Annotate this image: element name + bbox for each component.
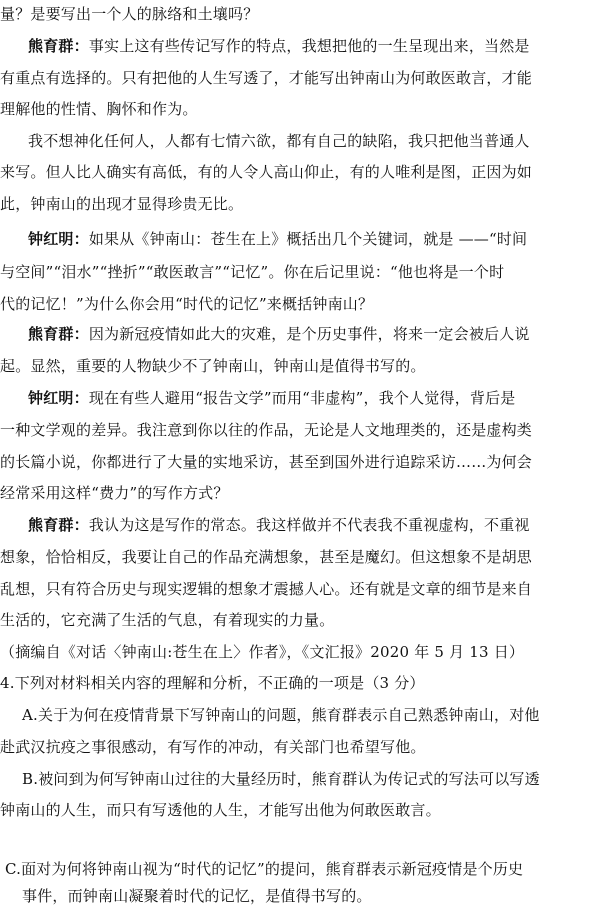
source-citation: （摘编自《对话〈钟南山:苍生在上〉作者》，《文汇报》2020 年 5 月 13 日） <box>0 643 525 661</box>
text-line: 我不想神化任何人，人都有七情六欲，都有自己的缺陷，我只把他当普通人 <box>28 132 530 150</box>
text-line: 经常采用这样“费力”的写作方式？ <box>0 484 229 502</box>
text-line: 生活的，它充满了生活的气息，有着现实的力量。 <box>0 611 335 629</box>
question-stem: 4.下列对材料相关内容的理解和分析，不正确的一项是（3 分） <box>0 674 425 692</box>
option-c-continued: 事件，而钟南山凝聚着时代的记忆，是值得书写的。 <box>22 887 372 905</box>
text-line: 来写。但人比人确实有高低，有的人令人高山仰止，有的人唯利是图，正因为如 <box>0 163 533 181</box>
speaker-label: 熊育群： <box>28 325 89 343</box>
speaker-label: 熊育群： <box>28 516 89 534</box>
speaker-label: 钟红明： <box>28 230 89 248</box>
text-line: 乱想，只有符合历史与现实逻辑的想象才震撼人心。还有就是文章的细节是来自 <box>0 580 533 598</box>
option-b: B.被问到为何写钟南山过往的大量经历时，熊育群认为传记式的写法可以写透 <box>22 770 540 788</box>
text-line: 代的记忆！”为什么你会用“时代的记忆”来概括钟南山？ <box>0 295 374 313</box>
speaker-label: 熊育群： <box>28 37 89 55</box>
option-c: C.面对为何将钟南山视为“时代的记忆”的提问，熊育群表示新冠疫情是个历史 <box>5 860 524 878</box>
option-b-continued: 钟南山的人生，而只有写透他的人生，才能写出他为何敢医敢言。 <box>0 801 441 819</box>
text-line: 有重点有选择的。只有把他的人生写透了，才能写出钟南山为何敢医敢言，才能 <box>0 69 533 87</box>
text-line: 的长篇小说，你都进行了大量的实地采访，甚至到国外进行追踪采访……为何会 <box>0 453 533 471</box>
option-a: A.关于为何在疫情背景下写钟南山的问题，熊育群表示自己熟悉钟南山，对他 <box>22 706 540 724</box>
dialogue-line: 钟红明：现在有些人避用“报告文学”而用“非虚构”，我个人觉得，背后是 <box>28 389 516 407</box>
text-line: 量？是要写出一个人的脉络和土壤吗？ <box>0 5 259 23</box>
option-a-continued: 赴武汉抗疫之事很感动，有写作的冲动，有关部门也希望写他。 <box>0 738 426 756</box>
text-line: 与空间”“泪水”“挫折”“敢医敢言”“记忆”。你在后记里说：“他也将是一个时 <box>0 263 505 281</box>
dialogue-line: 钟红明：如果从《钟南山：苍生在上》概括出几个关键词，就是 ——“时间 <box>28 230 528 248</box>
text-line: 想象，恰恰相反，我要让自己的作品充满想象，甚至是魔幻。但这想象不是胡思 <box>0 548 533 566</box>
dialogue-line: 熊育群：我认为这是写作的常态。我这样做并不代表我不重视虚构，不重视 <box>28 516 530 534</box>
speaker-label: 钟红明： <box>28 389 89 407</box>
dialogue-line: 熊育群：因为新冠疫情如此大的灾难，是个历史事件，将来一定会被后人说 <box>28 325 530 343</box>
text-line: 起。显然，重要的人物缺少不了钟南山，钟南山是值得书写的。 <box>0 357 426 375</box>
text-line: 此，钟南山的出现才显得珍贵无比。 <box>0 195 244 213</box>
text-line: 理解他的性情、胸怀和作为。 <box>0 100 198 118</box>
dialogue-line: 熊育群：事实上这有些传记写作的特点，我想把他的一生呈现出来，当然是 <box>28 37 530 55</box>
text-line: 一种文学观的差异。我注意到你以往的作品，无论是人文地理类的，还是虚构类 <box>0 421 533 439</box>
